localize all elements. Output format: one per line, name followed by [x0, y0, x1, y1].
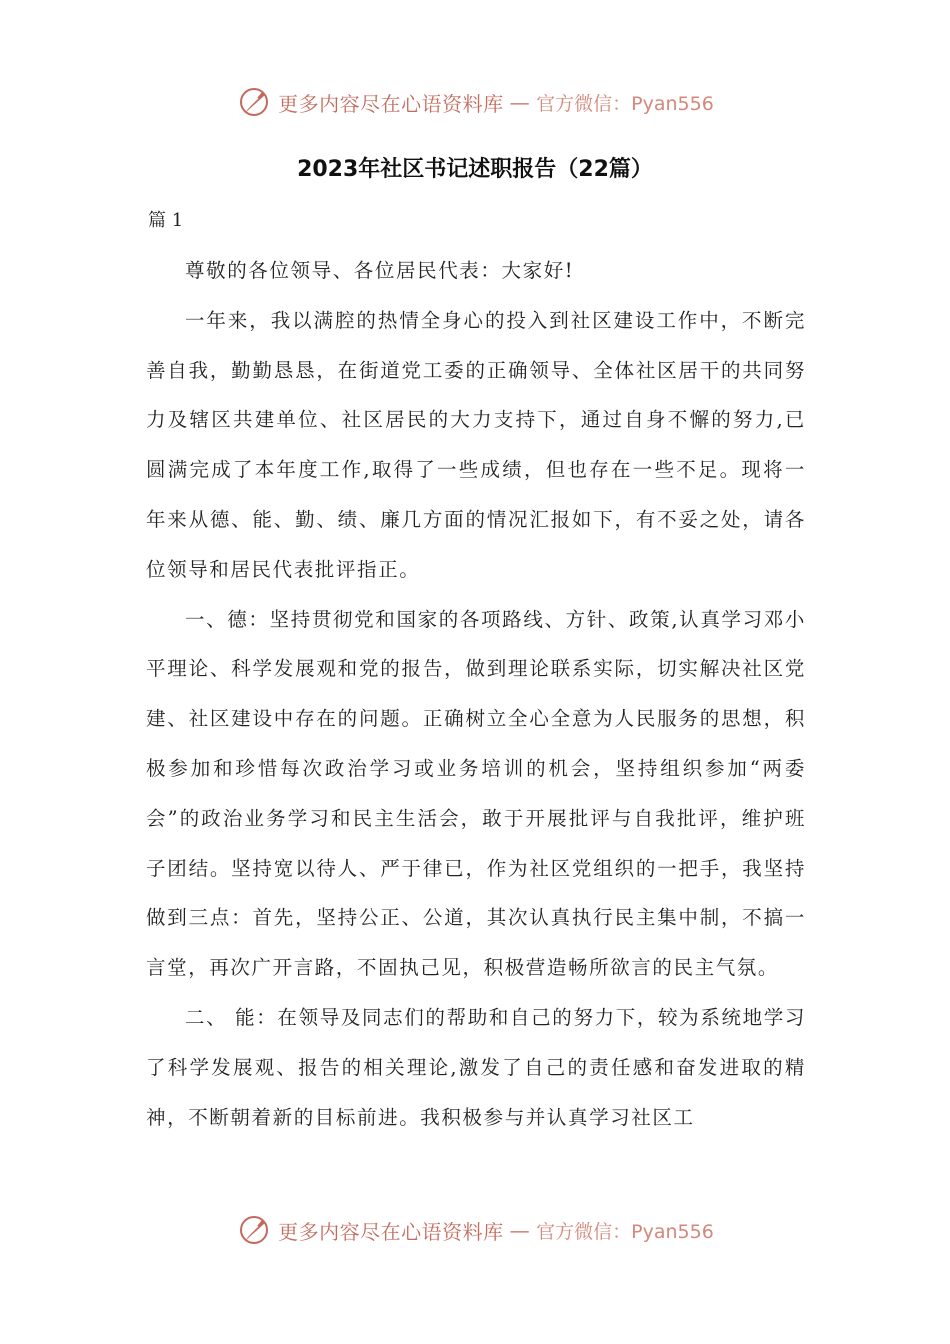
paragraph-intro: 一年来，我以满腔的热情全身心的投入到社区建设工作中，不断完善自我，勤勤恳恳，在街道党工委的正确领导、全体社区居干的共同努力及辖区共建单位、社区居民的大力支持下，通过自身不懈的努力,已圆满完成了本年度工作,取得了一些成绩，但也存在一些不足。现将一年来从德、能、勤、绩、廉几方面的情况汇报如下，有不妥之处，请各位领导和居民代表批评指正。	[146, 308, 806, 581]
paragraph-virtue: 一、德：坚持贯彻党和国家的各项路线、方针、政策,认真学习邓小平理论、科学发展观和党的报告，做到理论联系实际，切实解决社区党建、社区建设中存在的问题。正确树立全心全意为人民服务的思想，积极参加和珍惜每次政治学习或业务培训的机会，坚持组织参加“两委会”的政治业务学习和民主生活会，敢于开展批评与自我批评，维护班子团结。坚持宽以待人、严于律已，作为社区党组织的一把手，我坚持做到三点：首先，坚持公正、公道，其次认真执行民主集中制，不搞一言堂，再次广开言路，不固执己见，积极营造畅所欲言的民主气氛。	[146, 607, 806, 980]
watermark-dash: —	[509, 90, 531, 114]
watermark-footer	[0, 1210, 950, 1250]
paragraph-greeting: 尊敬的各位领导、各位居民代表：大家好!	[185, 259, 575, 282]
quill-logo-icon	[236, 1212, 272, 1248]
document-body	[146, 246, 806, 1142]
watermark-wechat: 官方微信：Pyan556	[536, 92, 714, 115]
watermark-wechat: 官方微信：Pyan556	[536, 1220, 714, 1243]
document-title: 2023年社区书记述职报告（22篇）	[297, 157, 653, 182]
watermark-brand: 更多内容尽在心语资料库	[278, 91, 504, 116]
paragraph-ability: 二、 能：在领导及同志们的帮助和自己的努力下，较为系统地学习了科学发展观、报告的相关理论,激发了自己的责任感和奋发进取的精神，不断朝着新的目标前进。我积极参与并认真学习社区工	[146, 1005, 806, 1129]
quill-logo-icon	[236, 84, 272, 120]
watermark-brand: 更多内容尽在心语资料库	[278, 1219, 504, 1244]
watermark-header	[0, 82, 950, 122]
watermark-dash: —	[509, 1218, 531, 1242]
section-label: 篇 1	[148, 210, 184, 231]
